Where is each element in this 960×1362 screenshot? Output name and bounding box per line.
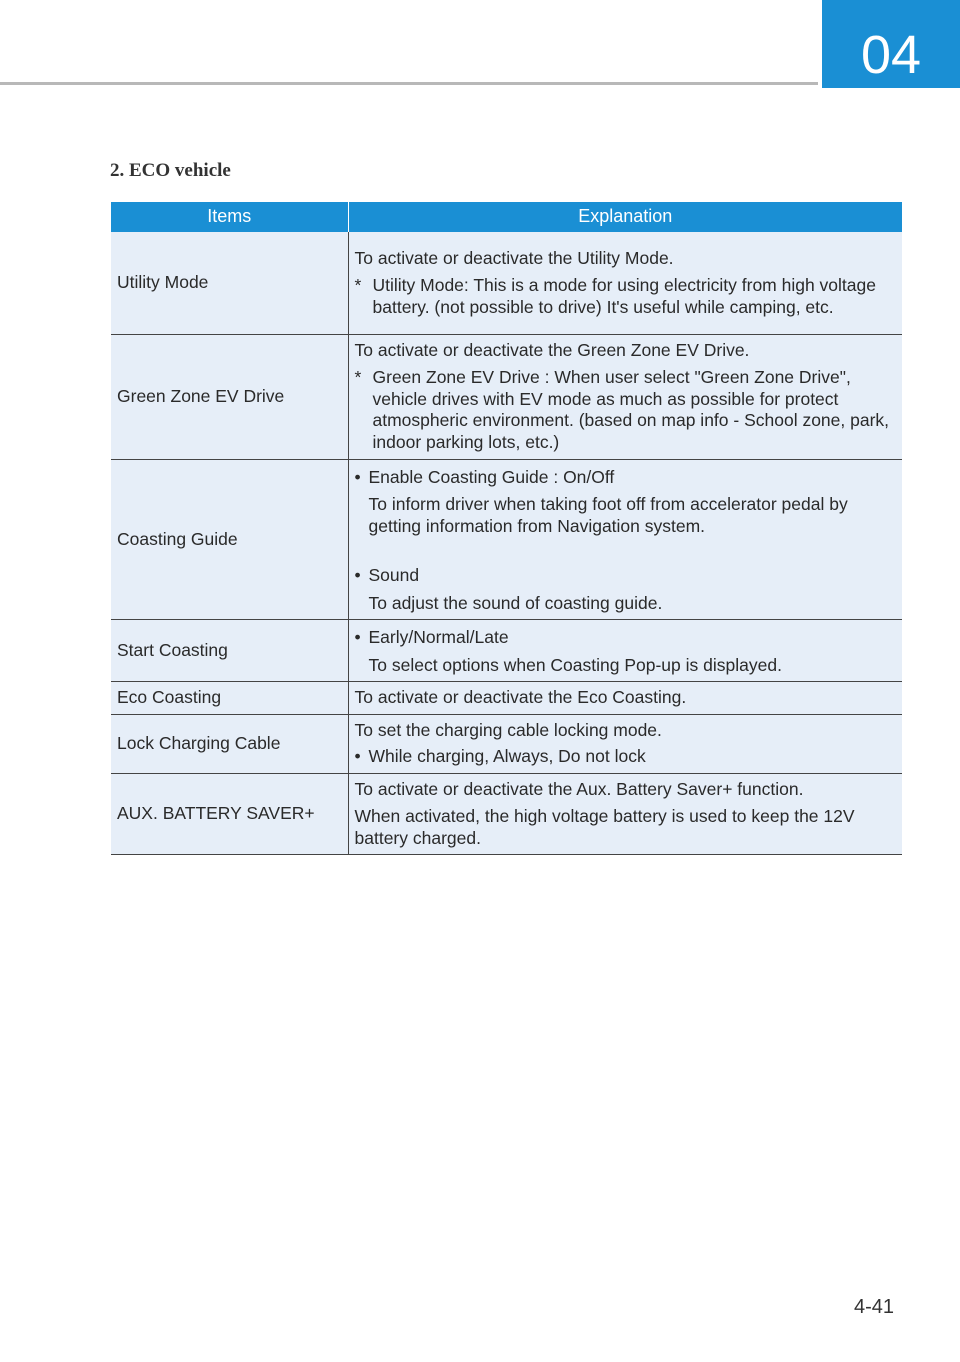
table-row: [111, 773, 902, 855]
row-item: Start Coasting: [111, 620, 348, 682]
table-row: [111, 232, 902, 334]
row-item: Coasting Guide: [111, 459, 348, 620]
bullet-item: [355, 467, 897, 489]
row-item: Eco Coasting: [111, 682, 348, 715]
table-header-row: [111, 202, 902, 232]
row-item: Lock Charging Cable: [111, 714, 348, 773]
note: [355, 275, 897, 318]
bullet-text: Enable Coasting Guide : On/Off: [368, 466, 615, 487]
bullet-icon: •: [354, 746, 361, 766]
row-text: To activate or deactivate the Aux. Battery Saver+ function.: [354, 778, 804, 799]
bullet-icon: •: [354, 466, 361, 487]
bullet-icon: •: [354, 627, 361, 647]
row-explanation: [348, 334, 902, 459]
note-text: Green Zone EV Drive : When user select "Green Zone Drive", vehicle drives with EV mode as much as possible for protect atmospheric environment. (based on map info - School zone, park, indoor parking lots, etc.): [372, 367, 890, 452]
table-row: [111, 682, 902, 715]
bullet-text: While charging, Always, Do not lock: [368, 746, 646, 766]
header-items: Items: [111, 202, 348, 232]
page-number: 4-41: [853, 1296, 894, 1318]
table-row: [111, 334, 902, 459]
row-explanation: [348, 682, 902, 715]
asterisk-icon: *: [354, 367, 362, 388]
eco-vehicle-table: [111, 202, 902, 855]
row-explanation: [348, 232, 902, 334]
section-title: 2. ECO vehicle: [110, 160, 231, 181]
header-rule: [0, 82, 818, 85]
bullet-item: [355, 565, 897, 587]
note: [355, 367, 897, 453]
chapter-number: 04: [860, 25, 922, 85]
row-item: AUX. BATTERY SAVER+: [111, 773, 348, 855]
bullet-item: [355, 746, 897, 768]
bullet-description: To select options when Coasting Pop-up is displayed.: [368, 654, 782, 675]
row-text: To activate or deactivate the Green Zone EV Drive.: [354, 339, 750, 360]
row-explanation: [348, 459, 902, 620]
row-text: To activate or deactivate the Eco Coasting.: [354, 687, 687, 707]
row-explanation: [348, 773, 902, 855]
row-text: When activated, the high voltage battery is used to keep the 12V battery charged.: [354, 806, 855, 848]
row-item: Utility Mode: [111, 232, 348, 334]
header-explanation: Explanation: [348, 202, 902, 232]
row-item: Green Zone EV Drive: [111, 334, 348, 459]
bullet-description: To inform driver when taking foot off from accelerator pedal by getting information from Navigation system.: [368, 494, 848, 536]
chapter-tab: [822, 0, 960, 88]
table-row: [111, 714, 902, 773]
row-explanation: [348, 620, 902, 682]
bullet-text: Early/Normal/Late: [368, 627, 509, 647]
row-text: To set the charging cable locking mode.: [354, 719, 662, 740]
table-row: [111, 620, 902, 682]
note-text: Utility Mode: This is a mode for using electricity from high voltage battery. (not possible to drive) It's useful while camping, etc.: [372, 275, 876, 317]
row-explanation: [348, 714, 902, 773]
bullet-description: To adjust the sound of coasting guide.: [368, 592, 663, 613]
bullet-item: [355, 627, 897, 649]
bullet-text: Sound: [368, 565, 420, 585]
table-row: [111, 459, 902, 620]
row-text: To activate or deactivate the Utility Mode.: [354, 247, 674, 268]
asterisk-icon: *: [354, 275, 362, 295]
bullet-icon: •: [354, 565, 361, 585]
